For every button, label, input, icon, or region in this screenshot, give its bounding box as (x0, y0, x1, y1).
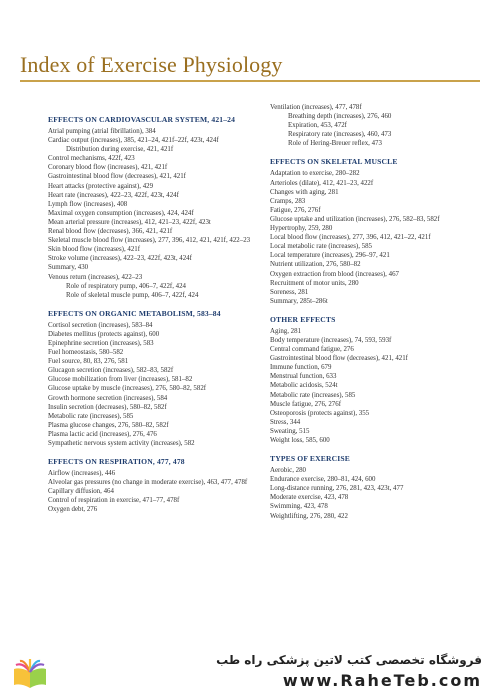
index-entry: Lymph flow (increases), 408 (48, 200, 128, 208)
index-entry: Swimming, 423, 478 (270, 503, 328, 511)
index-subentry: Role of Hering-Breuer reflex, 473 (288, 140, 382, 148)
index-entry: Venous return (increases), 422–23 (48, 273, 143, 281)
index-entry: Local temperature (increases), 296–97, 421 (270, 252, 390, 260)
index-entry: Body temperature (increases), 74, 593, 593f (270, 336, 392, 344)
index-entry: Nutrient utilization, 276, 580–82 (270, 261, 361, 269)
section-heading: OTHER EFFECTS (270, 314, 336, 324)
index-entry: Metabolic rate (increases), 585 (270, 391, 356, 399)
index-entry: Adaptation to exercise, 280–282 (270, 170, 360, 178)
index-entry: Sympathetic nervous system activity (increases), 582 (48, 440, 195, 447)
index-entry: Sweating, 515 (270, 427, 310, 435)
index-subentry: Expiration, 453, 472f (288, 122, 347, 130)
index-entry: Menstrual function, 633 (270, 373, 337, 381)
index-subentry: Respiratory rate (increases), 460, 473 (288, 131, 392, 139)
index-entry: Summary, 285t–286t (270, 297, 328, 305)
index-entry: Skeletal muscle blood flow (increases), 277, 396, 412, 421, 421f, 422–23 (48, 237, 251, 245)
index-entry: Renal blood flow (decreases), 366, 421, 421f (48, 228, 173, 236)
index-entry: Stress, 344 (270, 418, 301, 426)
index-entry: Diabetes mellitus (protects against), 600 (48, 330, 160, 338)
footer-store-name: فروشگاه تخصصی کتب لاتین پزشکی راه طب (216, 653, 482, 667)
index-subentry: Role of skeletal muscle pump, 406–7, 422f, 424 (66, 291, 199, 299)
index-entry: Heart rate (increases), 422–23, 422f, 423t, 424f (48, 191, 179, 199)
index-entry: Oxygen debt, 276 (48, 506, 98, 514)
index-entry: Control mechanisms, 422f, 423 (48, 155, 135, 163)
index-subentry: Breathing depth (increases), 276, 460 (288, 113, 392, 121)
index-entry: Endurance exercise, 280–81, 424, 600 (270, 476, 376, 484)
right-column (270, 104, 475, 530)
index-entry: Maximal oxygen consumption (increases), 424, 424f (48, 209, 194, 217)
index-entry: Metabolic acidosis, 524t (270, 382, 338, 390)
index-entry: Long-distance running, 276, 281, 423, 423t, 477 (270, 485, 404, 493)
index-entry: Gastrointestinal blood flow (decreases), 421, 421f (270, 355, 408, 363)
index-entry: Fuel homeostasis, 580–582 (48, 349, 124, 357)
index-entry: Cortisol secretion (increases), 583–84 (48, 321, 153, 329)
index-section (270, 103, 475, 148)
section-heading: TYPES OF EXERCISE (270, 454, 350, 464)
index-entry: Cardiac output (increases), 385, 421–24, 421f–22f, 423t, 424f (48, 137, 219, 145)
index-entry: Local metabolic rate (increases), 585 (270, 243, 372, 251)
index-entry: Metabolic rate (increases), 585 (48, 412, 134, 420)
index-entry: Glucose uptake by muscle (increases), 276, 580–82, 582f (48, 385, 207, 393)
index-entry: Glucose uptake and utilization (increases), 276, 582–83, 582f (270, 215, 440, 223)
index-entry: Changes with aging, 281 (270, 188, 339, 196)
index-entry: Recruitment of motor units, 280 (270, 279, 359, 287)
index-entry: Alveolar gas pressures (no change in moderate exercise), 463, 477, 478f (48, 479, 248, 487)
index-entry: Weightlifting, 276, 280, 422 (270, 512, 348, 520)
index-entry: Aerobic, 280 (270, 467, 306, 475)
index-entry: Gastrointestinal blood flow (decreases), 421, 421f (48, 173, 186, 181)
index-section (48, 309, 253, 448)
index-entry: Hypertrophy, 259, 280 (270, 225, 333, 233)
index-subentry: Role of respiratory pump, 406–7, 422f, 424 (66, 282, 186, 290)
index-entry: Capillary diffusion, 464 (48, 488, 114, 496)
section-heading: EFFECTS ON SKELETAL MUSCLE (270, 157, 398, 167)
index-entry: Control of respiration in exercise, 471–77, 478f (48, 497, 180, 505)
index-entry: Moderate exercise, 423, 478 (270, 494, 349, 502)
open-book-rainbow-icon (12, 658, 48, 692)
index-entry: Central command fatigue, 276 (270, 346, 354, 354)
footer-url-link[interactable]: www.RaheTeb.com (282, 671, 482, 690)
section-heading: EFFECTS ON CARDIOVASCULAR SYSTEM, 421–24 (48, 115, 236, 124)
index-entry: Fuel source, 80, 83, 276, 581 (48, 358, 129, 366)
index-entry: Growth hormone secretion (increases), 584 (48, 394, 168, 402)
index-entry: Glucose mobilization from liver (increases), 581–82 (48, 376, 193, 384)
index-entry: Fatigue, 276, 276f (270, 206, 321, 214)
section-heading: EFFECTS ON RESPIRATION, 477, 478 (48, 457, 185, 467)
index-entry: Atrial pumping (atrial fibrillation), 384 (48, 128, 156, 135)
index-entry: Epinephrine secretion (increases), 583 (48, 339, 154, 347)
index-entry: Ventilation (increases), 477, 478f (270, 104, 362, 111)
index-entry: Plasma lactic acid (increases), 276, 476 (48, 430, 157, 438)
index-subentry: Distribution during exercise, 421, 421f (66, 146, 174, 154)
index-entry: Osteoporosis (protects against), 355 (270, 409, 370, 417)
index-entry: Mean arterial pressure (increases), 412, 421–23, 422f, 423t (48, 218, 211, 226)
index-entry: Oxygen extraction from blood (increases), 467 (270, 270, 399, 278)
index-section (270, 315, 475, 445)
index-entry: Airflow (increases), 446 (48, 470, 116, 478)
index-section (48, 457, 253, 514)
index-entry: Plasma glucose changes, 276, 580–82, 582f (48, 421, 169, 429)
index-entry: Soreness, 281 (270, 288, 309, 296)
index-entry: Immune function, 679 (270, 364, 332, 372)
index-entry: Stroke volume (increases), 422–23, 422f, 423t, 424f (48, 255, 192, 263)
section-heading: EFFECTS ON ORGANIC METABOLISM, 583–84 (48, 308, 221, 318)
index-entry: Cramps, 283 (270, 197, 306, 205)
page-title: Index of Exercise Physiology (20, 52, 283, 77)
index-entry: Insulin secretion (decreases), 580–82, 582f (48, 403, 167, 411)
index-entry: Skin blood flow (increases), 421f (48, 246, 141, 254)
index-entry: Aging, 281 (270, 327, 302, 335)
left-column (48, 115, 253, 524)
title-divider (20, 80, 480, 82)
index-entry: Summary, 430 (48, 264, 89, 272)
index-entry: Muscle fatigue, 276, 276f (270, 400, 341, 408)
index-entry: Coronary blood flow (increases), 421, 421f (48, 164, 168, 172)
index-entry: Local blood flow (increases), 277, 396, 412, 421–22, 421f (270, 234, 431, 242)
index-section (270, 157, 475, 305)
index-entry: Weight loss, 585, 600 (270, 437, 330, 444)
index-entry: Heart attacks (protective against), 429 (48, 182, 154, 190)
index-section (270, 454, 475, 521)
index-entry: Arterioles (dilate), 412, 421–23, 422f (270, 179, 374, 187)
index-entry: Glucagon secretion (increases), 582–83, 582f (48, 367, 174, 375)
index-section (48, 115, 253, 300)
